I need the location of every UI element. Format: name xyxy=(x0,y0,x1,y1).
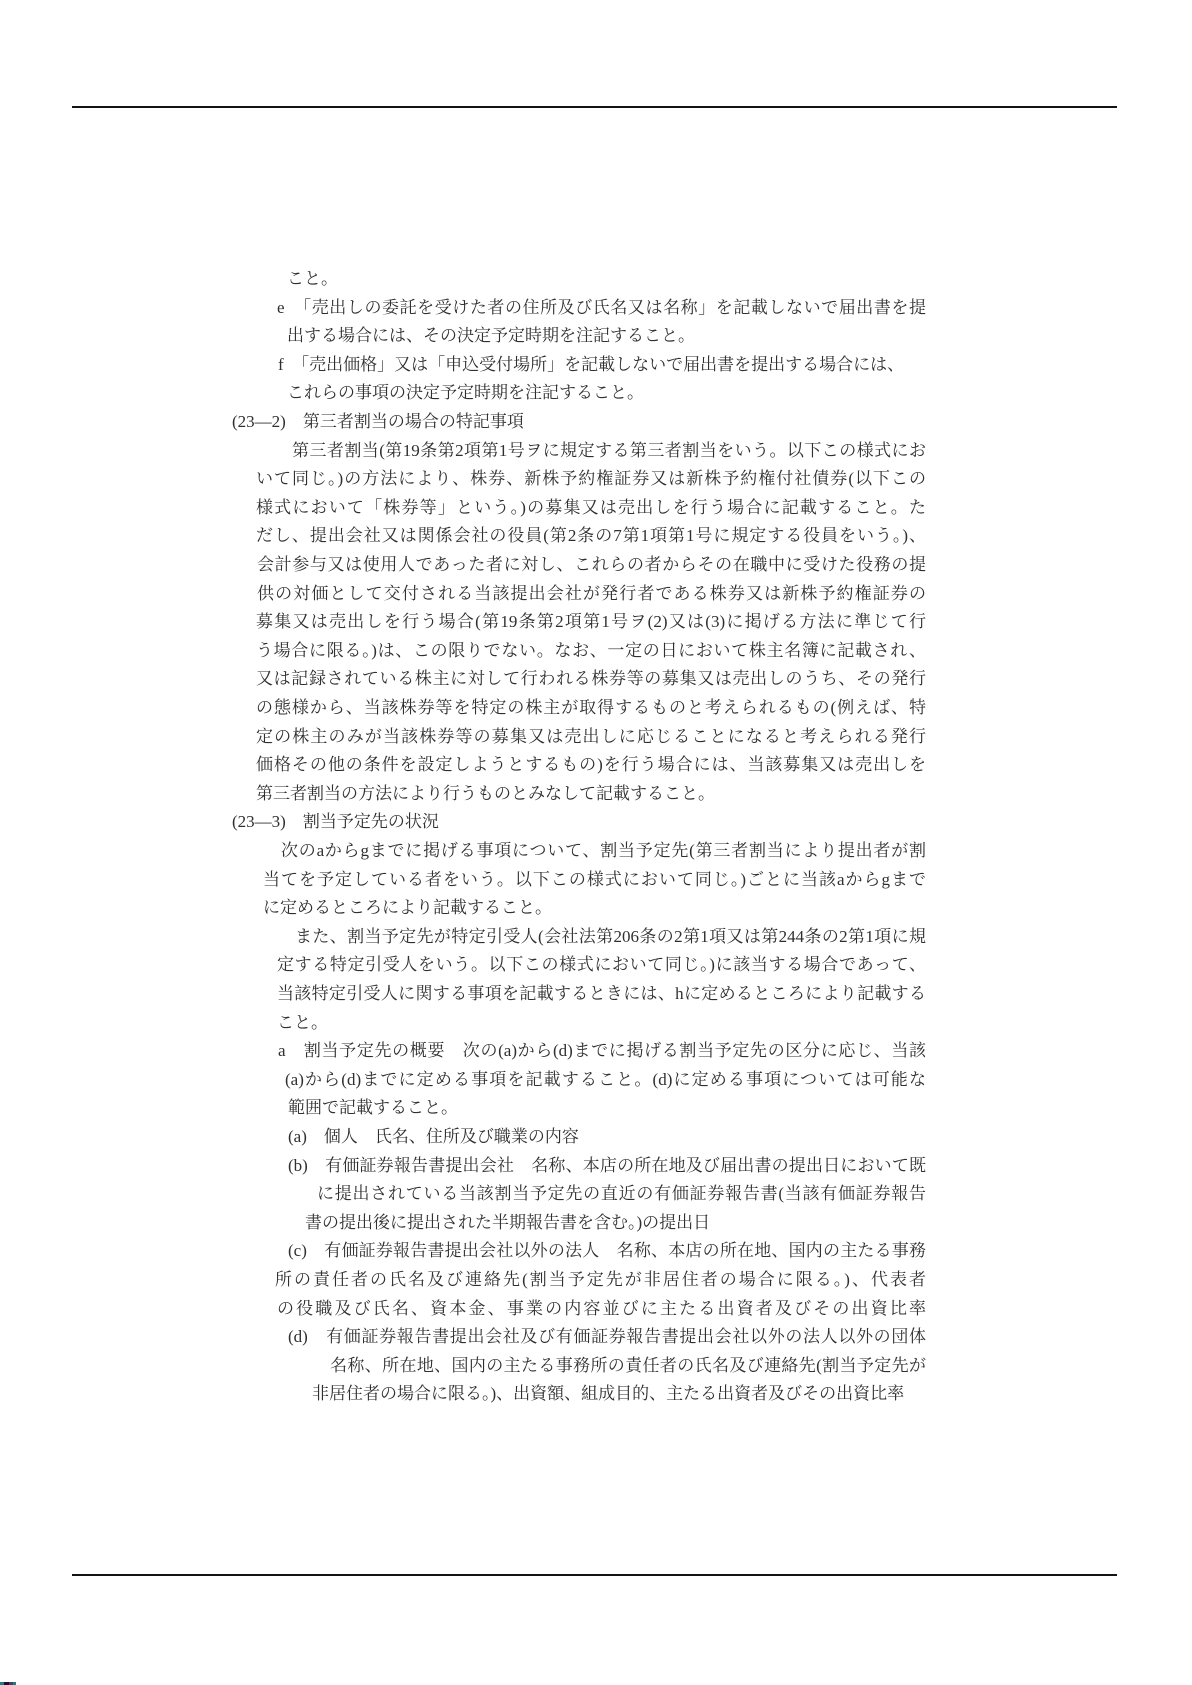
doc-line: 書の提出後に提出された半期報告書を含む。)の提出日 xyxy=(305,1212,711,1232)
doc-line: 供の対価として交付される当該提出会社が発行者である株券又は新株予約権証券の xyxy=(257,583,926,603)
doc-line: に定めるところにより記載すること。 xyxy=(263,898,552,918)
bottom-rule xyxy=(72,1574,1117,1576)
top-rule xyxy=(72,106,1117,108)
doc-line: だし、提出会社又は関係会社の役員(第2条の7第1項第1号に規定する役員をいう。)、 xyxy=(256,526,926,546)
doc-line: う場合に限る。)は、この限りでない。なお、一定の日において株主名簿に記載され、 xyxy=(256,640,926,660)
doc-line: 又は記録されている株主に対して行われる株券等の募集又は売出しのうち、その発行 xyxy=(256,669,926,689)
doc-line-item-aa: (a) 個人 氏名、住所及び職業の内容 xyxy=(288,1127,579,1146)
doc-line: 定の株主のみが当該株券等の募集又は売出しに応じることになると考えられる発行 xyxy=(256,726,926,746)
doc-line: 価格その他の条件を設定しようとするもの)を行う場合には、当該募集又は売出しを xyxy=(256,755,926,775)
doc-line: 範囲で記載すること。 xyxy=(288,1098,458,1118)
doc-line: 第三者割当の方法により行うものとみなして記載すること。 xyxy=(256,783,715,803)
doc-line: 第三者割当(第19条第2項第1号ヲに規定する第三者割当をいう。以下この様式にお xyxy=(292,440,926,460)
doc-line: こと。 xyxy=(287,269,338,288)
doc-line: これらの事項の決定予定時期を注記すること。 xyxy=(287,383,644,403)
doc-line-item-cc: (c) 有価証券報告書提出会社以外の法人 名称、本店の所在地、国内の主たる事務 xyxy=(288,1241,926,1261)
doc-line: 名称、所在地、国内の主たる事務所の責任者の氏名及び連絡先(割当予定先が xyxy=(330,1355,926,1375)
doc-line: に提出されている当該割当予定先の直近の有価証券報告書(当該有価証券報告 xyxy=(317,1184,926,1204)
doc-line: の態様から、当該株券等を特定の株主が取得するものと考えられるもの(例えば、特 xyxy=(256,698,926,717)
doc-line: 非居住者の場合に限る。)、出資額、組成目的、主たる出資者及びその出資比率 xyxy=(312,1384,905,1404)
doc-line-item-f: f 「売出価格」又は「申込受付場所」を記載しないで届出書を提出する場合には、 xyxy=(278,354,905,374)
doc-line: こと。 xyxy=(277,1012,328,1032)
doc-line: いて同じ。)の方法により、株券、新株予約権証券又は新株予約権付社債券(以下この xyxy=(256,469,926,489)
doc-line-item-dd: (d) 有価証券報告書提出会社及び有価証券報告書提出会社以外の法人以外の団体 xyxy=(288,1327,926,1347)
doc-line: 会計参与又は使用人であった者に対し、これらの者からその在職中に受けた役務の提 xyxy=(257,555,926,574)
doc-line-item-bb: (b) 有価証券報告書提出会社 名称、本店の所在地及び届出書の提出日において既 xyxy=(288,1155,926,1175)
section-heading-23-3: (23―3) 割当予定先の状況 xyxy=(232,812,439,832)
doc-line: の役職及び氏名、資本金、事業の内容並びに主たる出資者及びその出資比率 xyxy=(277,1298,926,1318)
doc-line: 様式において「株券等」という。)の募集又は売出しを行う場合に記載すること。た xyxy=(256,497,926,517)
doc-line: 次のaからgまでに掲げる事項について、割当予定先(第三者割当により提出者が割 xyxy=(281,841,926,860)
doc-line-item-e: e 「売出しの委託を受けた者の住所及び氏名又は名称」を記載しないで届出書を提 xyxy=(277,297,926,317)
doc-line: 出する場合には、その決定予定時期を注記すること。 xyxy=(287,326,695,346)
doc-line: 募集又は売出しを行う場合(第19条第2項第1号ヲ(2)又は(3)に掲げる方法に準じて行 xyxy=(256,612,926,632)
doc-line: 定する特定引受人をいう。以下この様式において同じ。)に該当する場合であって、 xyxy=(277,955,926,975)
doc-line: (a)から(d)までに定める事項を記載すること。(d)に定める事項については可能な xyxy=(285,1069,926,1089)
doc-line: 所の責任者の氏名及び連絡先(割当予定先が非居住者の場合に限る。)、代表者 xyxy=(275,1270,926,1289)
doc-line: また、割当予定先が特定引受人(会社法第206条の2第1項又は第244条の2第1項に規 xyxy=(295,926,926,946)
doc-line-item-a: a 割当予定先の概要 次の(a)から(d)までに掲げる割当予定先の区分に応じ、当該 xyxy=(278,1041,926,1061)
doc-line: 当該特定引受人に関する事項を記載するときには、hに定めるところにより記載する xyxy=(277,984,926,1003)
section-heading-23-2: (23―2) 第三者割当の場合の特記事項 xyxy=(232,412,524,431)
doc-line: 当てを予定している者をいう。以下この様式において同じ。)ごとに当該aからgまで xyxy=(263,869,926,889)
